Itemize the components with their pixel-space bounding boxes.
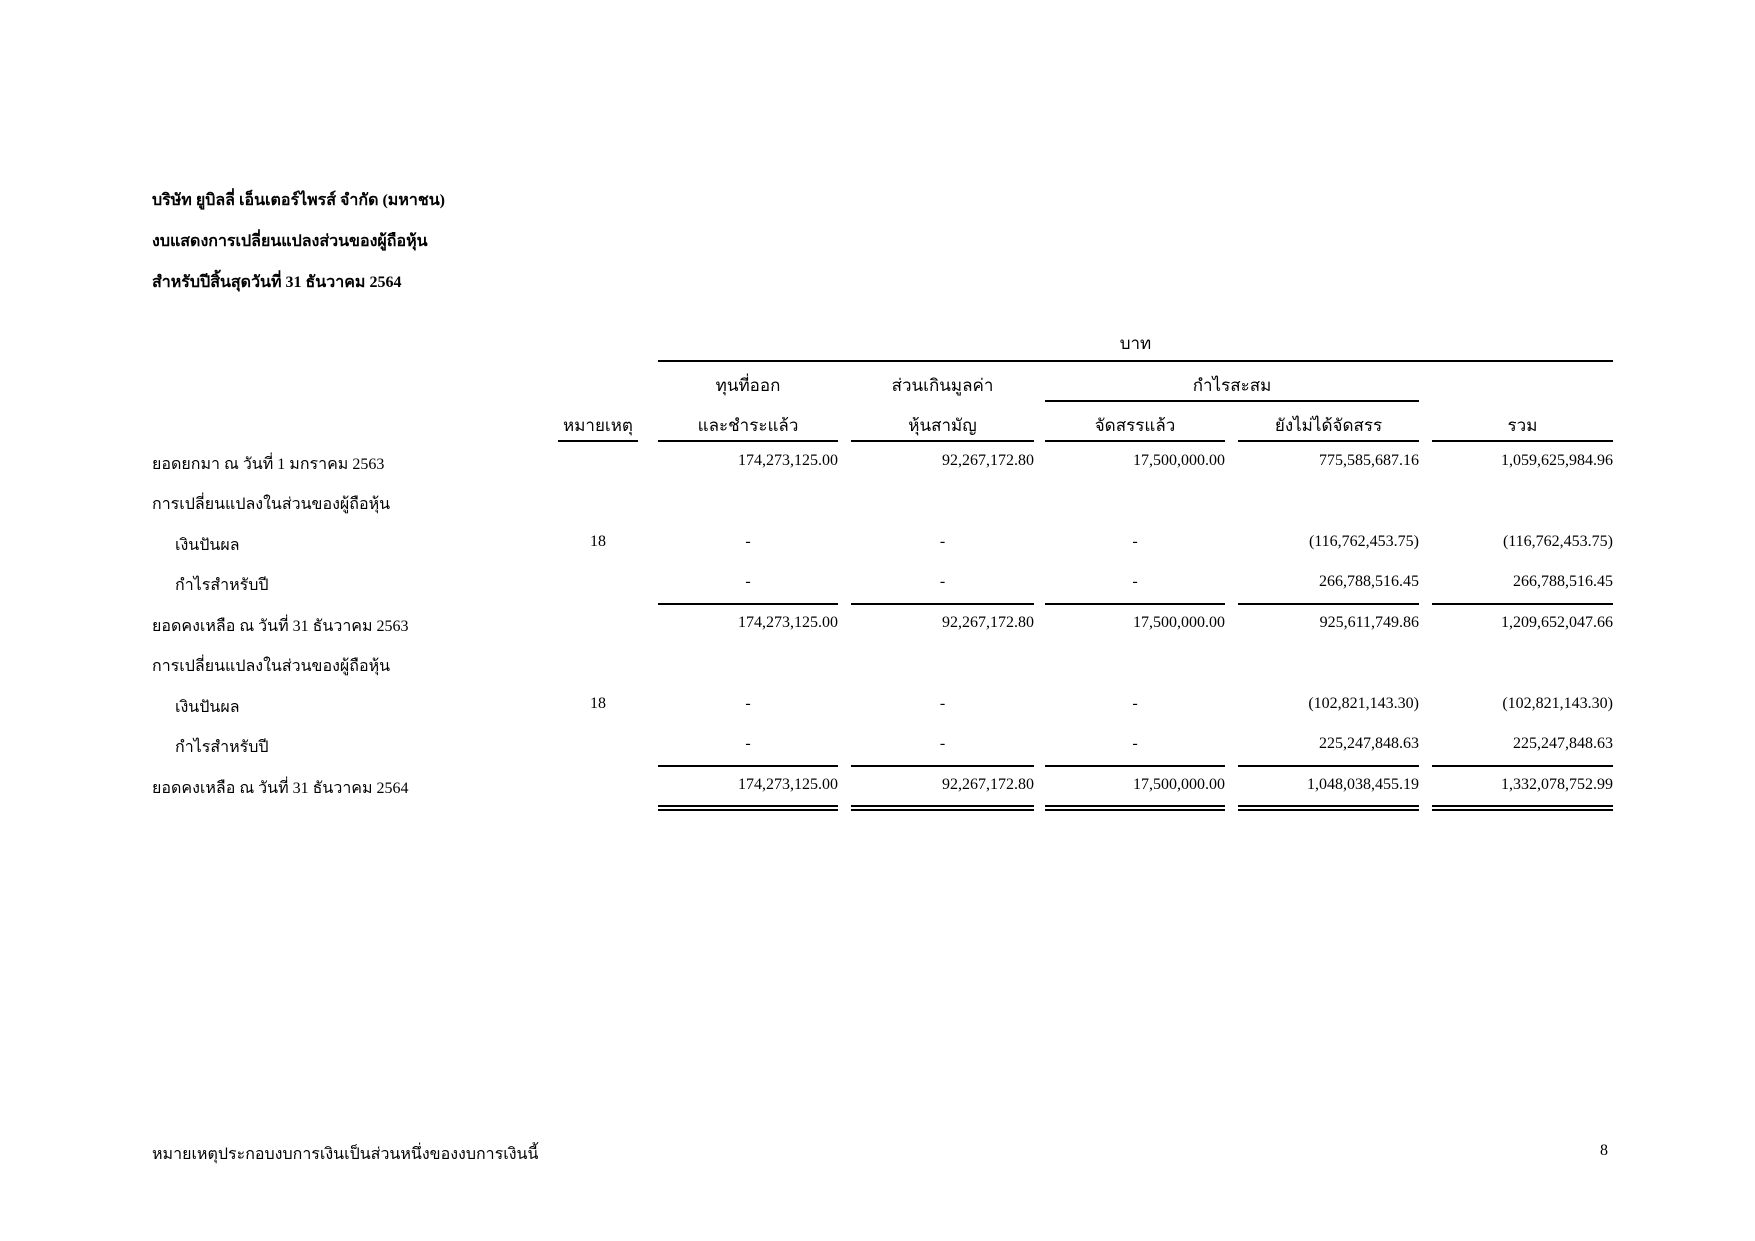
col-premium-line1: ส่วนเกินมูลค่า	[891, 376, 994, 395]
row-label-balance-2564: ยอดคงเหลือ ณ วันที่ 31 ธันวาคม 2564	[152, 780, 409, 797]
final-line-a	[658, 765, 838, 767]
row-label-dividend-2563: เงินปันผล	[175, 537, 240, 554]
col-a-header-underline	[658, 440, 838, 442]
final-line-d	[1238, 765, 1419, 767]
note-header-underline	[558, 440, 638, 442]
row8-paid-capital: 174,273,125.00	[738, 776, 838, 793]
col-e-header-underline	[1432, 440, 1613, 442]
unit-underline	[658, 360, 1613, 362]
row6-appropriated: -	[1132, 695, 1138, 712]
row8-premium: 92,267,172.80	[942, 776, 1034, 793]
company-name: บริษัท ยูบิลลี่ เอ็นเตอร์ไพรส์ จำกัด (มหาชน)	[152, 192, 445, 209]
col-total: รวม	[1507, 416, 1538, 435]
row-label-balance-2563: ยอดคงเหลือ ณ วันที่ 31 ธันวาคม 2563	[152, 618, 409, 635]
subtotal-line-d	[1238, 603, 1419, 605]
final-line-c	[1045, 765, 1225, 767]
col-note: หมายเหตุ	[563, 416, 633, 435]
row3-appropriated: -	[1132, 573, 1138, 590]
row4-total: 1,209,652,047.66	[1501, 614, 1613, 631]
row8-total: 1,332,078,752.99	[1501, 776, 1613, 793]
row-label-profit-2564: กำไรสำหรับปี	[175, 739, 269, 756]
double-line-d-2	[1238, 809, 1419, 811]
row4-appropriated: 17,500,000.00	[1133, 614, 1225, 631]
row2-premium: -	[939, 533, 946, 550]
row2-appropriated: -	[1132, 533, 1138, 550]
footer-note: หมายเหตุประกอบงบการเงินเป็นส่วนหนึ่งของงบการเงินนี้	[152, 1146, 539, 1163]
row6-paid-capital: -	[745, 695, 751, 712]
row-label-dividend-2564: เงินปันผล	[175, 699, 240, 716]
row7-premium: -	[939, 735, 946, 752]
unit-label: บาท	[1119, 334, 1152, 353]
row4-premium: 92,267,172.80	[942, 614, 1034, 631]
row0-total: 1,059,625,984.96	[1501, 452, 1613, 469]
document-header	[152, 186, 445, 309]
col-unappropriated: ยังไม่ได้จัดสรร	[1274, 416, 1383, 435]
row7-appropriated: -	[1132, 735, 1138, 752]
double-line-a-1	[658, 805, 838, 807]
col-premium-line2: หุ้นสามัญ	[908, 416, 977, 435]
row4-paid-capital: 174,273,125.00	[738, 614, 838, 631]
row-label-profit-2563: กำไรสำหรับปี	[175, 577, 269, 594]
final-line-b	[851, 765, 1034, 767]
retained-group-underline	[1045, 400, 1419, 402]
col-paid-capital-line1: ทุนที่ออก	[715, 376, 781, 395]
double-line-d-1	[1238, 805, 1419, 807]
row4-unappropriated: 925,611,749.86	[1319, 614, 1419, 631]
subtotal-line-e	[1432, 603, 1613, 605]
col-paid-capital-line2: และชำระแล้ว	[697, 416, 799, 435]
double-line-b-1	[851, 805, 1034, 807]
row2-note: 18	[590, 533, 606, 550]
row0-premium: 92,267,172.80	[942, 452, 1034, 469]
subtotal-line-b	[851, 603, 1034, 605]
subtotal-line-c	[1045, 603, 1225, 605]
col-d-header-underline	[1238, 440, 1419, 442]
row7-total: 225,247,848.63	[1513, 735, 1613, 752]
row-label-changes-2564: การเปลี่ยนแปลงในส่วนของผู้ถือหุ้น	[152, 658, 391, 675]
row2-total: (116,762,453.75)	[1502, 533, 1613, 550]
double-line-c-2	[1045, 809, 1225, 811]
subtotal-line-a	[658, 603, 838, 605]
double-line-e-2	[1432, 809, 1613, 811]
row8-appropriated: 17,500,000.00	[1133, 776, 1225, 793]
row6-premium: -	[939, 695, 946, 712]
page-number: 8	[1600, 1142, 1608, 1159]
row7-unappropriated: 225,247,848.63	[1319, 735, 1419, 752]
col-c-header-underline	[1045, 440, 1225, 442]
col-retained-group: กำไรสะสม	[1192, 376, 1272, 395]
row6-total: (102,821,143.30)	[1502, 695, 1613, 712]
row3-total: 266,788,516.45	[1513, 573, 1613, 590]
col-b-header-underline	[851, 440, 1034, 442]
row3-unappropriated: 266,788,516.45	[1319, 573, 1419, 590]
row3-paid-capital: -	[745, 573, 751, 590]
double-line-c-1	[1045, 805, 1225, 807]
statement-period: สำหรับปีสิ้นสุดวันที่ 31 ธันวาคม 2564	[152, 274, 402, 291]
double-line-a-2	[658, 809, 838, 811]
row2-unappropriated: (116,762,453.75)	[1308, 533, 1419, 550]
row0-paid-capital: 174,273,125.00	[738, 452, 838, 469]
col-appropriated: จัดสรรแล้ว	[1094, 416, 1176, 435]
double-line-e-1	[1432, 805, 1613, 807]
row0-appropriated: 17,500,000.00	[1133, 452, 1225, 469]
statement-title: งบแสดงการเปลี่ยนแปลงส่วนของผู้ถือหุ้น	[152, 233, 428, 250]
row6-unappropriated: (102,821,143.30)	[1308, 695, 1419, 712]
row7-paid-capital: -	[745, 735, 751, 752]
row2-paid-capital: -	[745, 533, 751, 550]
row-label-changes-2563: การเปลี่ยนแปลงในส่วนของผู้ถือหุ้น	[152, 496, 391, 513]
row8-unappropriated: 1,048,038,455.19	[1307, 776, 1419, 793]
row0-unappropriated: 775,585,687.16	[1319, 452, 1419, 469]
row6-note: 18	[590, 695, 606, 712]
row3-premium: -	[939, 573, 946, 590]
double-line-b-2	[851, 809, 1034, 811]
row-label-opening-2563: ยอดยกมา ณ วันที่ 1 มกราคม 2563	[152, 456, 385, 473]
final-line-e	[1432, 765, 1613, 767]
